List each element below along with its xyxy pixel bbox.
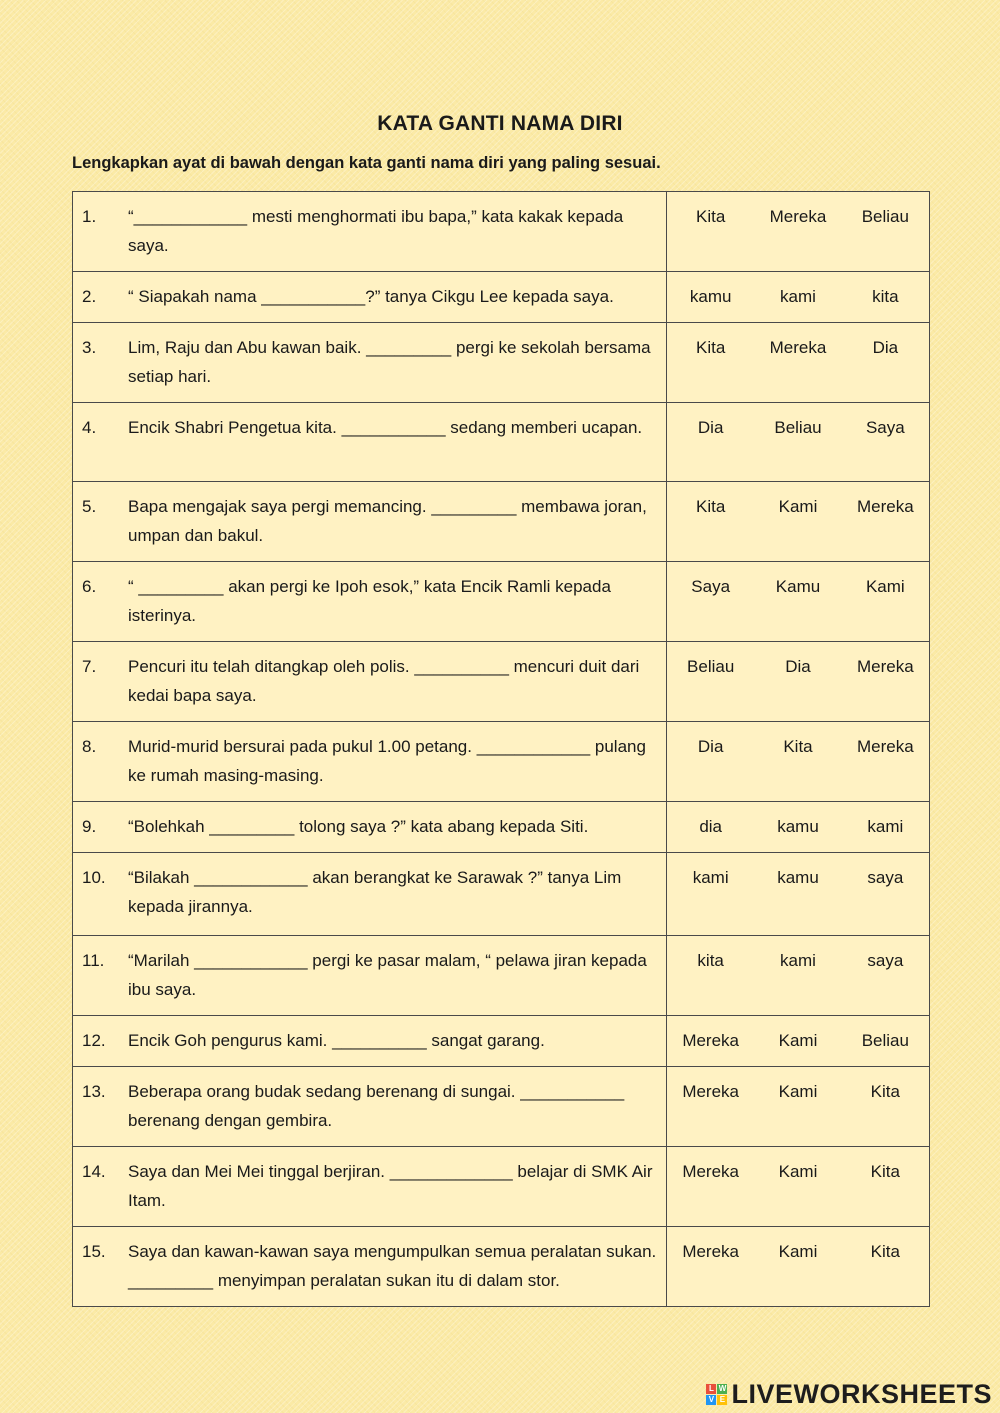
answer-option[interactable]: Mereka [769,207,827,226]
options-cell [667,1016,930,1067]
answer-option[interactable]: Kita [696,497,726,516]
answer-option[interactable]: Beliau [774,418,822,437]
question-row [73,1067,930,1147]
question-cell [73,802,667,853]
question-number: 1. [82,207,97,226]
question-number: 13. [82,1082,106,1101]
answer-option[interactable]: kita [697,951,724,970]
question-cell [73,403,667,482]
question-number: 11. [82,951,105,970]
answer-option[interactable]: kami [867,817,904,836]
question-row [73,853,930,936]
options-cell [667,403,930,482]
question-text: “ Siapakah nama ___________?” tanya Cikgu Lee kepada saya. [128,287,614,306]
question-number: 15. [82,1242,106,1261]
options-cell [667,272,930,323]
answer-option[interactable]: kami [692,868,729,887]
answer-option[interactable]: Dia [785,657,811,676]
question-row [73,1016,930,1067]
answer-option[interactable]: Mereka [769,338,827,357]
options-cell [667,1227,930,1307]
answer-option[interactable]: kamu [689,287,732,306]
question-text: “Marilah ____________ pergi ke pasar malam, “ pelawa jiran kepada ibu saya. [128,951,647,999]
answer-option[interactable]: kami [780,951,816,970]
logo-mark-square: V [706,1395,716,1405]
options-cell [667,192,930,272]
question-number: 2. [82,287,97,306]
question-number: 9. [82,817,97,836]
question-number: 8. [82,737,97,756]
question-row [73,272,930,323]
question-row [73,722,930,802]
question-number: 4. [82,418,97,437]
answer-option[interactable]: Dia [697,418,724,437]
answer-option[interactable]: Dia [697,737,724,756]
options-cell [667,482,930,562]
question-row [73,482,930,562]
answer-option[interactable]: Mereka [682,1242,739,1261]
answer-option[interactable]: Mereka [856,497,914,516]
options-cell [667,323,930,403]
answer-option[interactable]: Beliau [861,1031,909,1050]
question-cell [73,1147,667,1227]
answer-option[interactable]: Kami [778,1031,818,1050]
question-text: “____________ mesti menghormati ibu bapa,” kata kakak kepada saya. [128,207,624,255]
answer-option[interactable]: Kami [778,1242,818,1261]
logo-mark-square: L [706,1384,716,1394]
options-cell [667,802,930,853]
question-text: Encik Goh pengurus kami. __________ sangat garang. [128,1031,545,1050]
answer-option[interactable]: Kami [778,497,818,516]
question-cell [73,936,667,1016]
question-number: 3. [82,338,97,357]
question-cell [73,562,667,642]
options-cell [667,642,930,722]
question-text: Pencuri itu telah ditangkap oleh polis. __________ mencuri duit dari kedai bapa saya. [128,657,640,705]
answer-option[interactable]: kita [872,287,899,306]
question-number: 14. [82,1162,106,1181]
question-row [73,192,930,272]
answer-option[interactable]: kamu [777,817,819,836]
question-text: Encik Shabri Pengetua kita. ___________ sedang memberi ucapan. [128,418,643,437]
instruction-text: Lengkapkan ayat di bawah dengan kata ganti nama diri yang paling sesuai. [72,154,661,172]
question-number: 6. [82,577,97,596]
question-cell [73,1016,667,1067]
question-cell [73,272,667,323]
answer-option[interactable]: Saya [865,418,905,437]
question-cell [73,1227,667,1307]
answer-option[interactable]: dia [699,817,722,836]
question-text: Saya dan kawan-kawan saya mengumpulkan semua peralatan sukan. _________ menyimpan peralatan sukan itu di dalam stor. [128,1242,657,1290]
answer-option[interactable]: Kita [696,207,726,226]
answer-option[interactable]: kami [780,287,816,306]
question-number: 12. [82,1031,106,1050]
question-text: “ _________ akan pergi ke Ipoh esok,” kata Encik Ramli kepada isterinya. [128,577,611,625]
question-row [73,562,930,642]
answer-option[interactable]: Kamu [775,577,821,596]
answer-option[interactable]: saya [867,951,904,970]
question-text: Murid-murid bersurai pada pukul 1.00 petang. ____________ pulang ke rumah masing-masing. [128,737,646,785]
options-cell [667,1147,930,1227]
question-row [73,642,930,722]
answer-option[interactable]: Kita [870,1082,900,1101]
options-cell [667,853,930,936]
question-table [72,191,930,1307]
question-cell [73,323,667,403]
options-cell [667,936,930,1016]
question-text: “Bolehkah _________ tolong saya ?” kata abang kepada Siti. [128,817,589,836]
answer-option[interactable]: Mereka [682,1162,739,1181]
question-row [73,403,930,482]
answer-option[interactable]: Mereka [682,1031,739,1050]
question-row [73,936,930,1016]
liveworksheets-logo [706,1379,992,1409]
answer-option[interactable]: Kami [778,1162,818,1181]
answer-option[interactable]: Beliau [861,207,909,226]
question-cell [73,192,667,272]
answer-option[interactable]: Kami [778,1082,818,1101]
question-cell [73,642,667,722]
answer-option[interactable]: Dia [872,338,899,357]
answer-option[interactable]: Mereka [682,1082,739,1101]
answer-option[interactable]: Saya [691,577,731,596]
logo-text: LIVEWORKSHEETS [731,1378,992,1409]
answer-option[interactable]: Beliau [687,657,735,676]
question-row [73,802,930,853]
question-cell [73,722,667,802]
question-text: Saya dan Mei Mei tinggal berjiran. _____________ belajar di SMK Air Itam. [128,1162,653,1210]
answer-option[interactable]: Kita [870,1162,900,1181]
options-cell [667,722,930,802]
question-text: Bapa mengajak saya pergi memancing. _________ membawa joran, umpan dan bakul. [128,497,647,545]
question-text: “Bilakah ____________ akan berangkat ke Sarawak ?” tanya Lim kepada jirannya. [128,868,622,916]
question-cell [73,853,667,936]
logo-mark-square: E [717,1395,727,1405]
answer-option[interactable]: saya [867,868,904,887]
question-text: Lim, Raju dan Abu kawan baik. _________ pergi ke sekolah bersama setiap hari. [128,338,651,386]
answer-option[interactable]: Kita [870,1242,900,1261]
liveworksheets-logo-icon [706,1384,727,1405]
question-number: 10. [82,868,106,887]
options-cell [667,1067,930,1147]
answer-option[interactable]: Mereka [856,657,914,676]
question-text: Beberapa orang budak sedang berenang di sungai. ___________ berenang dengan gembira. [128,1082,625,1130]
logo-mark-square: W [718,1383,727,1393]
answer-option[interactable]: Kami [865,577,905,596]
answer-option[interactable]: Kita [696,338,726,357]
answer-option[interactable]: Kita [783,737,813,756]
question-number: 5. [82,497,97,516]
page-title: KATA GANTI NAMA DIRI [377,112,623,135]
question-row [73,323,930,403]
options-cell [667,562,930,642]
answer-option[interactable]: Mereka [856,737,914,756]
answer-option[interactable]: kamu [777,868,819,887]
question-row [73,1227,930,1307]
question-cell [73,482,667,562]
question-number: 7. [82,657,97,676]
question-cell [73,1067,667,1147]
question-row [73,1147,930,1227]
